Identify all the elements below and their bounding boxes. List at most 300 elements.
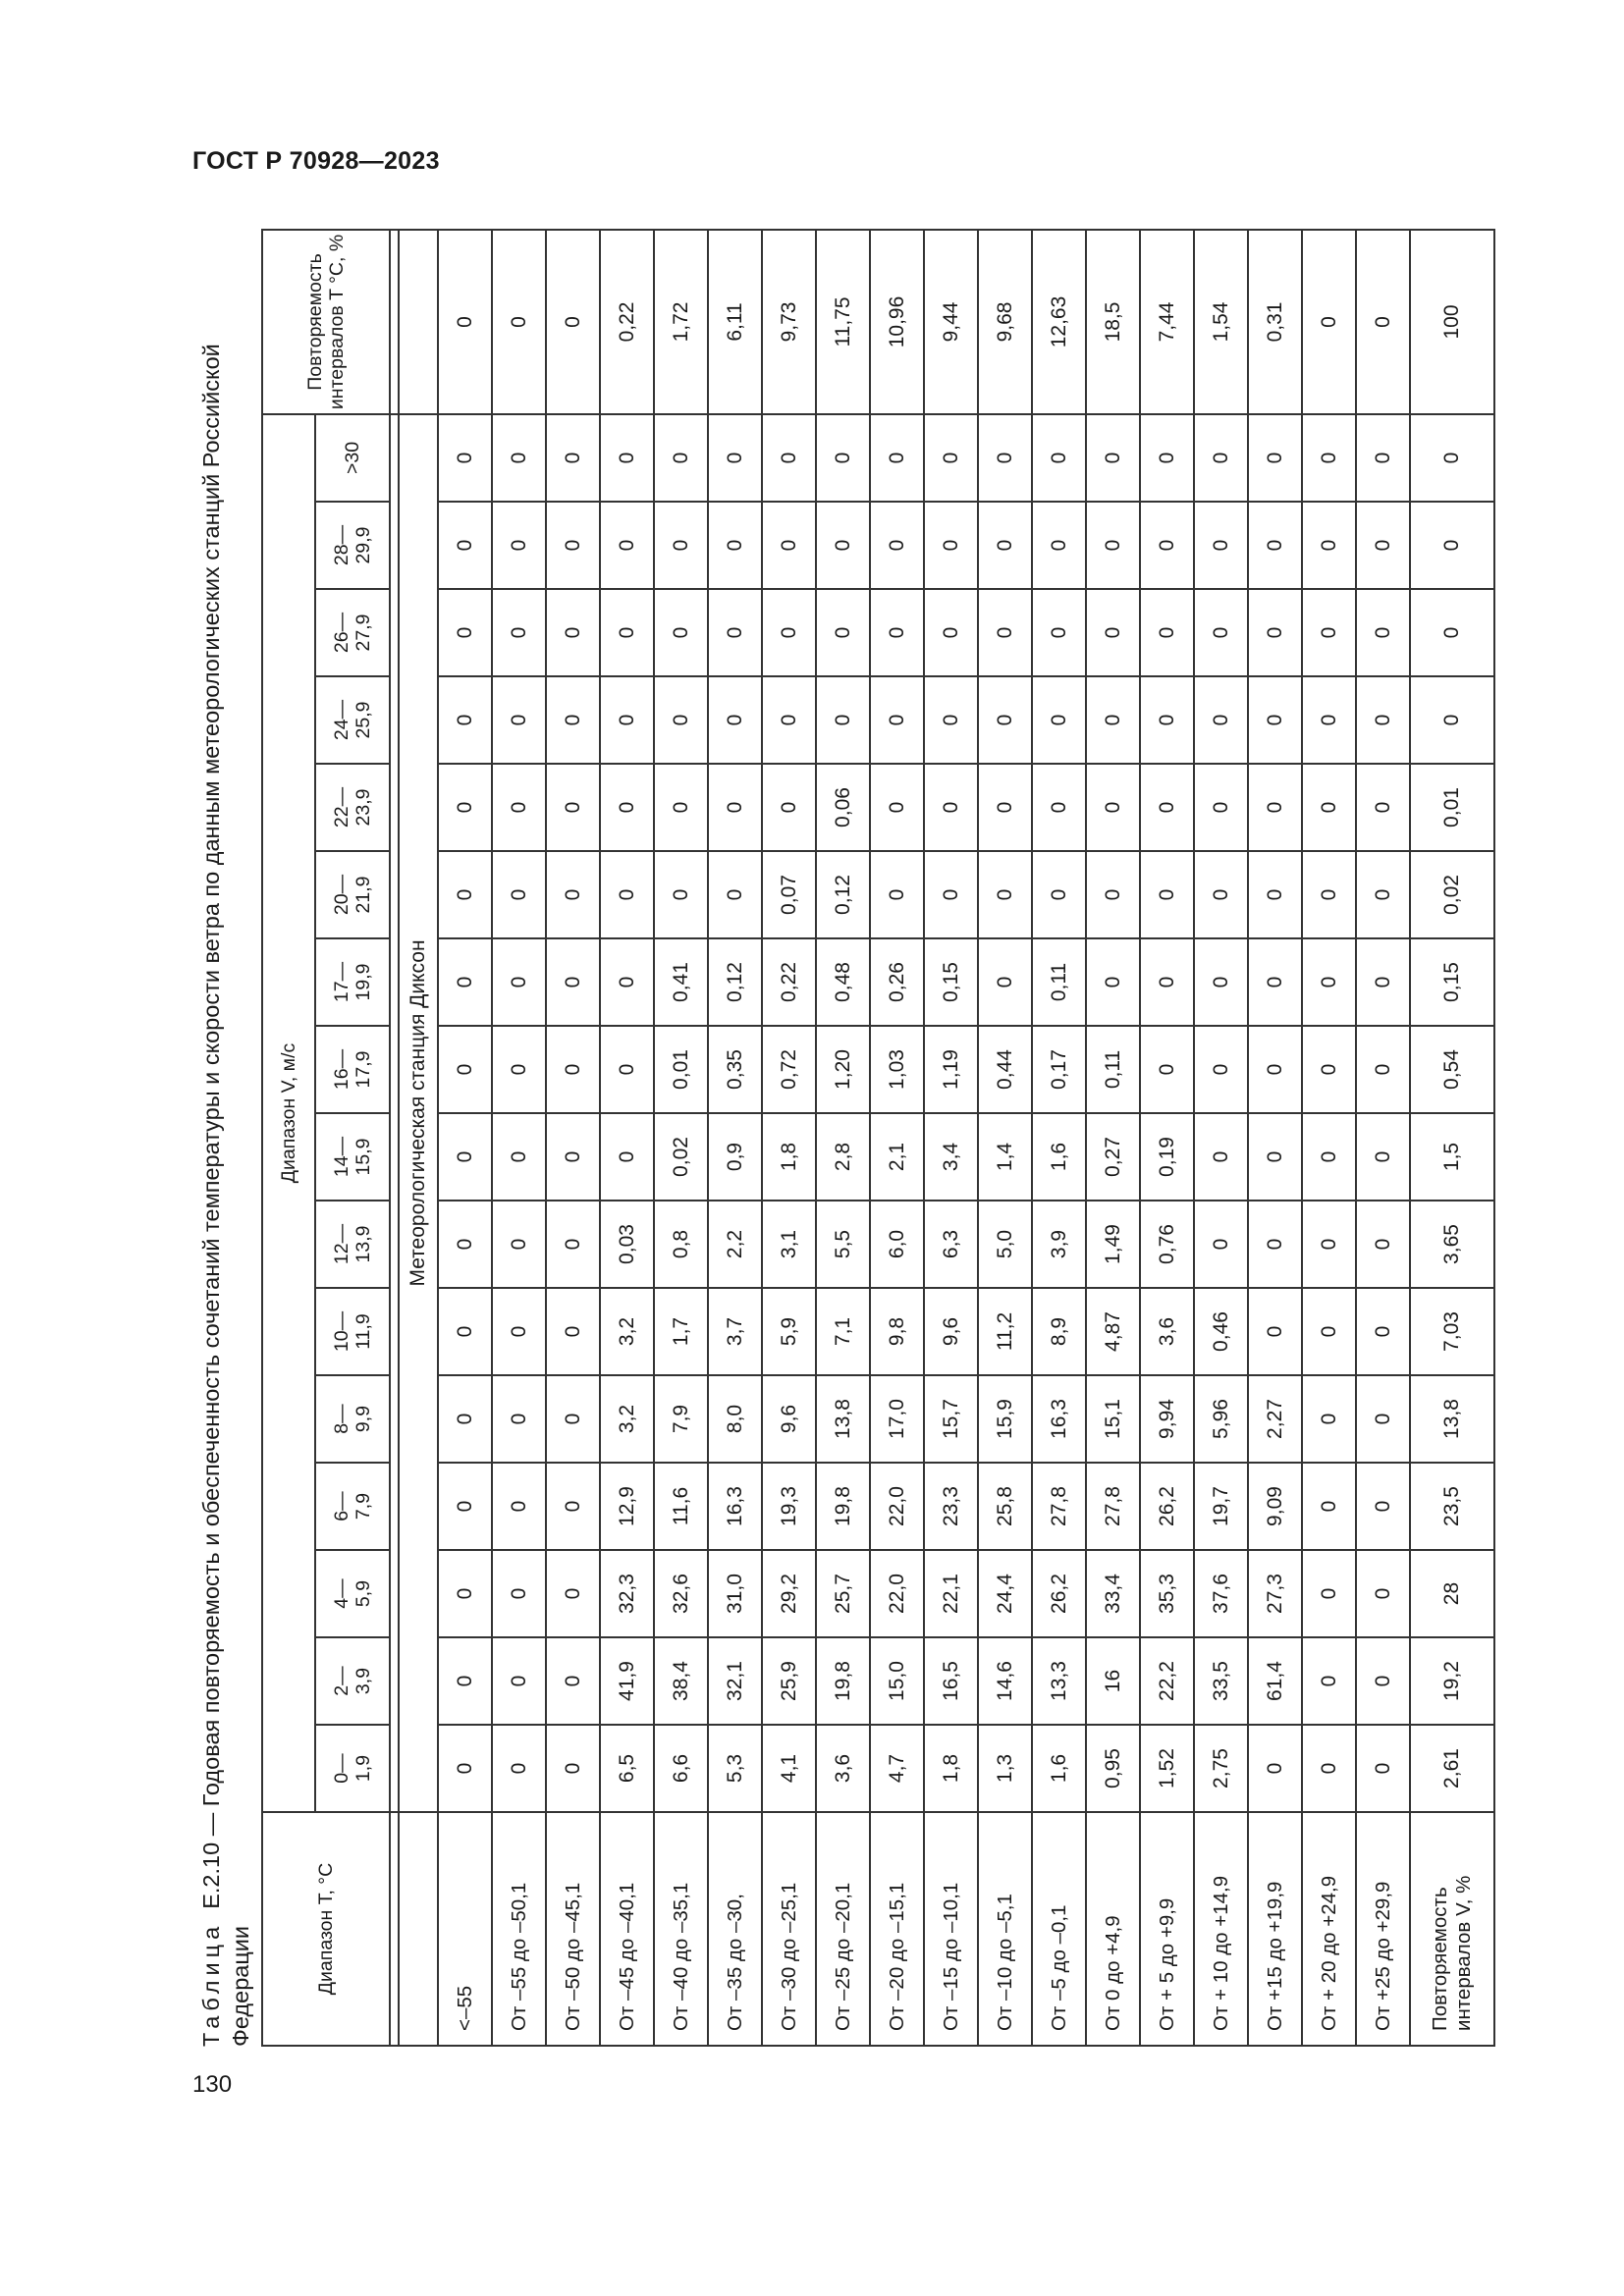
table-cell: 8,0 [708,1375,762,1463]
table-cell: 0 [870,676,924,764]
table-cell: 5,9 [762,1288,816,1375]
table-cell: 0,15 [924,938,978,1026]
table-cell: 13,8 [816,1375,870,1463]
table-row [1086,230,1140,2046]
table-cell: 12,9 [600,1463,654,1550]
table-cell: 0 [546,1201,600,1288]
table-cell: 0 [762,676,816,764]
total-row [1410,230,1494,2046]
col-rep-header: Повторяемость интервалов T °C, % [262,230,390,414]
table-cell: 5,0 [978,1201,1032,1288]
table-cell: 2,27 [1248,1375,1302,1463]
table-cell: 0 [492,1725,546,1812]
table-cell: 0 [870,589,924,676]
table-cell: 0 [1410,676,1494,764]
table-cell: 0 [762,414,816,502]
table-cell: 0 [1194,1113,1248,1201]
table-cell: 0 [762,589,816,676]
table-cell: 0 [654,589,708,676]
caption-number: Е.2.10 [198,1842,224,1909]
table-cell: 0 [1086,851,1140,938]
table-cell: 9,6 [924,1288,978,1375]
table-cell: 37,6 [1194,1550,1248,1637]
table-cell: 0 [438,1026,492,1113]
table-row [1302,230,1356,2046]
table-cell: 0 [654,764,708,851]
table-cell: 6,5 [600,1725,654,1812]
table-cell: 0 [1194,676,1248,764]
table-cell: 2,8 [816,1113,870,1201]
table-cell: 3,7 [708,1288,762,1375]
table-cell: 0 [546,1288,600,1375]
row-label: Повторяемость интервалов V, % [1410,1812,1494,2046]
table-cell: 0,12 [816,851,870,938]
table-cell: 0 [438,764,492,851]
row-label: От 0 до +4,9 [1086,1812,1140,2046]
rotated-table-area [196,231,1527,2047]
table-cell: 0 [1356,1550,1410,1637]
table-cell: 0 [924,851,978,938]
table-cell: 0 [978,676,1032,764]
table-cell: 0,72 [762,1026,816,1113]
table-cell: 0 [546,414,600,502]
table-cell: 13,8 [1410,1375,1494,1463]
table-cell: 7,03 [1410,1288,1494,1375]
row-label: От –40 до –35,1 [654,1812,708,2046]
v-range-header: 24— 25,9 [315,676,390,764]
table-cell: 61,4 [1248,1637,1302,1725]
row-label: От –35 до –30, [708,1812,762,2046]
rep-cell: 0 [1302,230,1356,414]
table-cell: 35,3 [1140,1550,1194,1637]
table-cell: 0 [438,1463,492,1550]
table-cell: 0,26 [870,938,924,1026]
table-cell: 0 [816,414,870,502]
table-cell: 0 [438,414,492,502]
header-row-2 [315,230,390,2046]
table-cell: 0 [654,851,708,938]
table-cell: 0 [708,676,762,764]
table-cell: 0 [546,851,600,938]
table-cell: 0 [492,1026,546,1113]
table-cell: 7,1 [816,1288,870,1375]
col-t-header: Диапазон T, °C [262,1812,390,2046]
table-cell: 0 [1248,1201,1302,1288]
table-cell: 0 [546,764,600,851]
table-cell: 0 [600,1113,654,1201]
table-cell: 41,9 [600,1637,654,1725]
v-range-header: 20— 21,9 [315,851,390,938]
table-cell: 19,3 [762,1463,816,1550]
table-cell: 0 [978,851,1032,938]
table-cell: 0 [1302,1375,1356,1463]
table-cell: 0 [1302,1550,1356,1637]
table-cell: 22,1 [924,1550,978,1637]
table-cell: 16,3 [1032,1375,1086,1463]
table-cell: 32,1 [708,1637,762,1725]
table-cell: 0 [1410,589,1494,676]
table-cell: 0 [1086,414,1140,502]
table-row [546,230,600,2046]
v-range-header: 4— 5,9 [315,1550,390,1637]
table-cell: 1,03 [870,1026,924,1113]
v-range-header: 2— 3,9 [315,1637,390,1725]
table-cell: 0 [816,676,870,764]
table-cell: 0 [1302,1288,1356,1375]
table-cell: 22,0 [870,1463,924,1550]
table-cell: 1,20 [816,1026,870,1113]
table-cell: 9,8 [870,1288,924,1375]
table-cell: 0,22 [762,938,816,1026]
table-cell: 1,3 [978,1725,1032,1812]
table-cell: 19,7 [1194,1463,1248,1550]
table-cell: 0 [1248,1725,1302,1812]
table-cell: 25,8 [978,1463,1032,1550]
table-cell: 0 [1086,502,1140,589]
table-cell: 0,95 [1086,1725,1140,1812]
table-cell: 0 [492,1113,546,1201]
table-row [1356,230,1410,2046]
table-cell: 0 [816,502,870,589]
table-cell: 0 [1032,764,1086,851]
table-row [1140,230,1194,2046]
table-cell: 9,6 [762,1375,816,1463]
table-cell: 1,6 [1032,1113,1086,1201]
caption-label: Таблица [198,1921,224,2047]
v-range-header: 6— 7,9 [315,1463,390,1550]
table-cell: 0 [492,938,546,1026]
v-range-header: 14— 15,9 [315,1113,390,1201]
table-cell: 0,07 [762,851,816,938]
table-cell: 0,46 [1194,1288,1248,1375]
table-cell: 0 [438,1550,492,1637]
table-cell: 25,9 [762,1637,816,1725]
table-cell: 0 [1140,502,1194,589]
table-cell: 0 [1194,502,1248,589]
rep-cell: 0 [1356,230,1410,414]
table-cell: 0,19 [1140,1113,1194,1201]
table-cell: 26,2 [1140,1463,1194,1550]
table-cell: 16,5 [924,1637,978,1725]
table-cell: 0 [1302,1637,1356,1725]
table-cell: 0 [1140,938,1194,1026]
table-cell: 0 [870,502,924,589]
table-cell: 6,0 [870,1201,924,1288]
table-cell: 33,5 [1194,1637,1248,1725]
table-cell: 0 [1248,1288,1302,1375]
table-cell: 0,48 [816,938,870,1026]
table-cell: 4,1 [762,1725,816,1812]
table-cell: 16 [1086,1637,1140,1725]
v-range-header: >30 [315,414,390,502]
row-label: От –55 до –50,1 [492,1812,546,2046]
table-cell: 0 [1248,938,1302,1026]
table-cell: 2,1 [870,1113,924,1201]
table-cell: 0 [1140,414,1194,502]
table-cell: 0,01 [1410,764,1494,851]
row-label: От –50 до –45,1 [546,1812,600,2046]
table-cell: 1,52 [1140,1725,1194,1812]
table-cell: 33,4 [1086,1550,1140,1637]
table-cell: 5,96 [1194,1375,1248,1463]
table-cell: 0 [1302,1463,1356,1550]
rep-cell: 0 [438,230,492,414]
table-cell: 0 [1032,414,1086,502]
table-cell: 5,3 [708,1725,762,1812]
separator-row [390,230,399,2046]
table-cell: 9,94 [1140,1375,1194,1463]
v-range-header: 12— 13,9 [315,1201,390,1288]
table-cell: 0 [438,1288,492,1375]
table-cell: 0 [1302,938,1356,1026]
table-cell: 0 [1302,1026,1356,1113]
table-cell: 17,0 [870,1375,924,1463]
table-cell: 22,2 [1140,1637,1194,1725]
table-cell: 0 [1356,676,1410,764]
table-cell: 0 [600,676,654,764]
table-cell: 27,3 [1248,1550,1302,1637]
table-cell: 0 [1356,589,1410,676]
table-cell: 0 [1032,851,1086,938]
table-row [1194,230,1248,2046]
table-cell: 0,11 [1032,938,1086,1026]
table-row [978,230,1032,2046]
rep-cell: 12,63 [1032,230,1086,414]
table-cell: 15,9 [978,1375,1032,1463]
table-cell: 0,17 [1032,1026,1086,1113]
table-cell: 0 [546,938,600,1026]
table-cell: 0 [654,502,708,589]
table-cell: 1,6 [1032,1725,1086,1812]
table-cell: 1,8 [924,1725,978,1812]
table-cell: 0 [546,1113,600,1201]
row-label: От + 20 до +24,9 [1302,1812,1356,2046]
table-cell: 0 [1356,1725,1410,1812]
table-row [762,230,816,2046]
rep-cell: 9,68 [978,230,1032,414]
col-v-header: Диапазон V, м/с [262,414,315,1812]
table-row [816,230,870,2046]
table-cell: 0 [492,676,546,764]
table-row [1032,230,1086,2046]
table-cell: 1,7 [654,1288,708,1375]
table-cell: 38,4 [654,1637,708,1725]
table-cell: 0 [438,1725,492,1812]
table-cell: 0 [600,414,654,502]
table-cell: 0 [924,414,978,502]
table-cell: 0 [1248,851,1302,938]
table-cell: 1,49 [1086,1201,1140,1288]
v-range-header: 28— 29,9 [315,502,390,589]
table-cell: 0 [1302,1725,1356,1812]
table-cell: 19,2 [1410,1637,1494,1725]
table-cell: 14,6 [978,1637,1032,1725]
station-name: Метеорологическая станция Диксон [399,414,438,1812]
table-cell: 0 [762,764,816,851]
table-cell: 0 [1356,1201,1410,1288]
table-cell: 32,3 [600,1550,654,1637]
table-cell: 0 [1086,938,1140,1026]
table-cell: 0 [1302,851,1356,938]
table-cell: 0 [1032,676,1086,764]
table-cell: 0 [1140,589,1194,676]
table-cell: 0 [492,1637,546,1725]
table-cell: 0 [492,1550,546,1637]
table-cell: 4,7 [870,1725,924,1812]
table-cell: 32,6 [654,1550,708,1637]
table-cell: 2,75 [1194,1725,1248,1812]
v-range-header: 0— 1,9 [315,1725,390,1812]
table-cell: 0 [1248,414,1302,502]
table-cell: 0 [1356,1463,1410,1550]
rep-cell: 0,22 [600,230,654,414]
table-cell: 0 [1302,764,1356,851]
table-cell: 15,1 [1086,1375,1140,1463]
table-cell: 13,3 [1032,1637,1086,1725]
v-range-header: 26— 27,9 [315,589,390,676]
table-cell: 27,8 [1032,1463,1086,1550]
table-cell: 0 [1248,676,1302,764]
table-cell: 0 [438,589,492,676]
table-cell: 0 [1194,764,1248,851]
table-cell: 31,0 [708,1550,762,1637]
table-cell: 23,5 [1410,1463,1494,1550]
table-row [600,230,654,2046]
table-cell: 3,2 [600,1375,654,1463]
row-label: От –25 до –20,1 [816,1812,870,2046]
table-cell: 4,87 [1086,1288,1140,1375]
table-cell: 9,09 [1248,1463,1302,1550]
table-cell: 0 [492,1463,546,1550]
table-cell: 0,02 [1410,851,1494,938]
table-cell: 0 [600,764,654,851]
table-cell: 6,3 [924,1201,978,1288]
table-cell: 19,8 [816,1463,870,1550]
table-cell: 0 [492,1375,546,1463]
row-label: От –15 до –10,1 [924,1812,978,2046]
rep-cell: 10,96 [870,230,924,414]
table-cell: 19,8 [816,1637,870,1725]
v-range-header: 17— 19,9 [315,938,390,1026]
table-cell: 0 [1086,589,1140,676]
table-cell: 1,5 [1410,1113,1494,1201]
table-cell: 15,7 [924,1375,978,1463]
table-cell: 0 [438,1113,492,1201]
table-cell: 0 [1140,676,1194,764]
table-cell: 0,8 [654,1201,708,1288]
table-cell: 0,11 [1086,1026,1140,1113]
row-label: От +15 до +19,9 [1248,1812,1302,2046]
table-cell: 0 [546,1463,600,1550]
table-cell: 11,2 [978,1288,1032,1375]
table-cell: 0 [546,676,600,764]
table-cell: 0,27 [1086,1113,1140,1201]
page-number: 130 [192,2071,233,2098]
table-cell: 3,2 [600,1288,654,1375]
table-cell: 0 [1248,502,1302,589]
table-cell: 0 [546,1550,600,1637]
rep-cell: 1,54 [1194,230,1248,414]
table-cell: 3,6 [816,1725,870,1812]
table-cell: 0 [1356,1288,1410,1375]
table-row [870,230,924,2046]
table-cell: 0 [1302,1113,1356,1201]
table-cell: 0 [708,764,762,851]
table-cell: 0 [978,589,1032,676]
rep-cell: 9,73 [762,230,816,414]
table-cell: 0 [654,414,708,502]
table-cell: 1,8 [762,1113,816,1201]
table-cell: 0 [978,938,1032,1026]
rep-cell: 9,44 [924,230,978,414]
table-cell: 0 [438,938,492,1026]
rep-cell: 100 [1410,230,1494,414]
table-cell: 0 [438,1375,492,1463]
row-label: От +25 до +29,9 [1356,1812,1410,2046]
table-cell: 0 [1194,851,1248,938]
table-cell: 0 [1086,676,1140,764]
table-cell: 0 [600,938,654,1026]
table-cell: 0 [492,589,546,676]
table-cell: 1,19 [924,1026,978,1113]
table-cell: 0 [492,1288,546,1375]
table-cell: 0 [1410,414,1494,502]
table-cell: 0 [870,764,924,851]
table-cell: 0 [1356,502,1410,589]
table-cell: 0 [924,764,978,851]
table-row [654,230,708,2046]
table-cell: 0 [1194,589,1248,676]
table-cell: 0 [1032,589,1086,676]
v-range-header: 16— 17,9 [315,1026,390,1113]
table-cell: 0 [708,502,762,589]
table-cell: 27,8 [1086,1463,1140,1550]
table-cell: 2,61 [1410,1725,1494,1812]
table-cell: 0 [1194,1201,1248,1288]
table-cell: 0 [600,502,654,589]
table-cell: 0 [1356,1113,1410,1201]
table-cell: 0 [1356,414,1410,502]
table-cell: 0 [1140,851,1194,938]
table-cell: 0 [924,502,978,589]
table-cell: 16,3 [708,1463,762,1550]
rep-cell: 0,31 [1248,230,1302,414]
table-body [390,230,1494,2046]
table-cell: 0 [1302,1201,1356,1288]
table-cell: 0,03 [600,1201,654,1288]
table-cell: 0 [762,502,816,589]
row-label: От –30 до –25,1 [762,1812,816,2046]
v-range-header: 22— 23,9 [315,764,390,851]
table-cell: 0 [600,589,654,676]
table-cell: 0 [978,764,1032,851]
table-cell: 0 [1302,676,1356,764]
table-cell: 0 [1248,1113,1302,1201]
caption-text: — Годовая повторяемость и обеспеченность сочетаний температуры и скорости ветра по данным метеорологических станций Российской Федерации [198,344,253,2047]
table-cell: 0,76 [1140,1201,1194,1288]
table-row [438,230,492,2046]
table-cell: 0 [600,1026,654,1113]
table-cell: 0 [546,1725,600,1812]
table-cell: 0,35 [708,1026,762,1113]
table-cell: 11,6 [654,1463,708,1550]
table-cell: 0 [1248,1026,1302,1113]
table-cell: 3,9 [1032,1201,1086,1288]
table-cell: 0 [1140,1026,1194,1113]
table-cell: 0 [492,764,546,851]
table-cell: 0 [1248,764,1302,851]
table-row [492,230,546,2046]
